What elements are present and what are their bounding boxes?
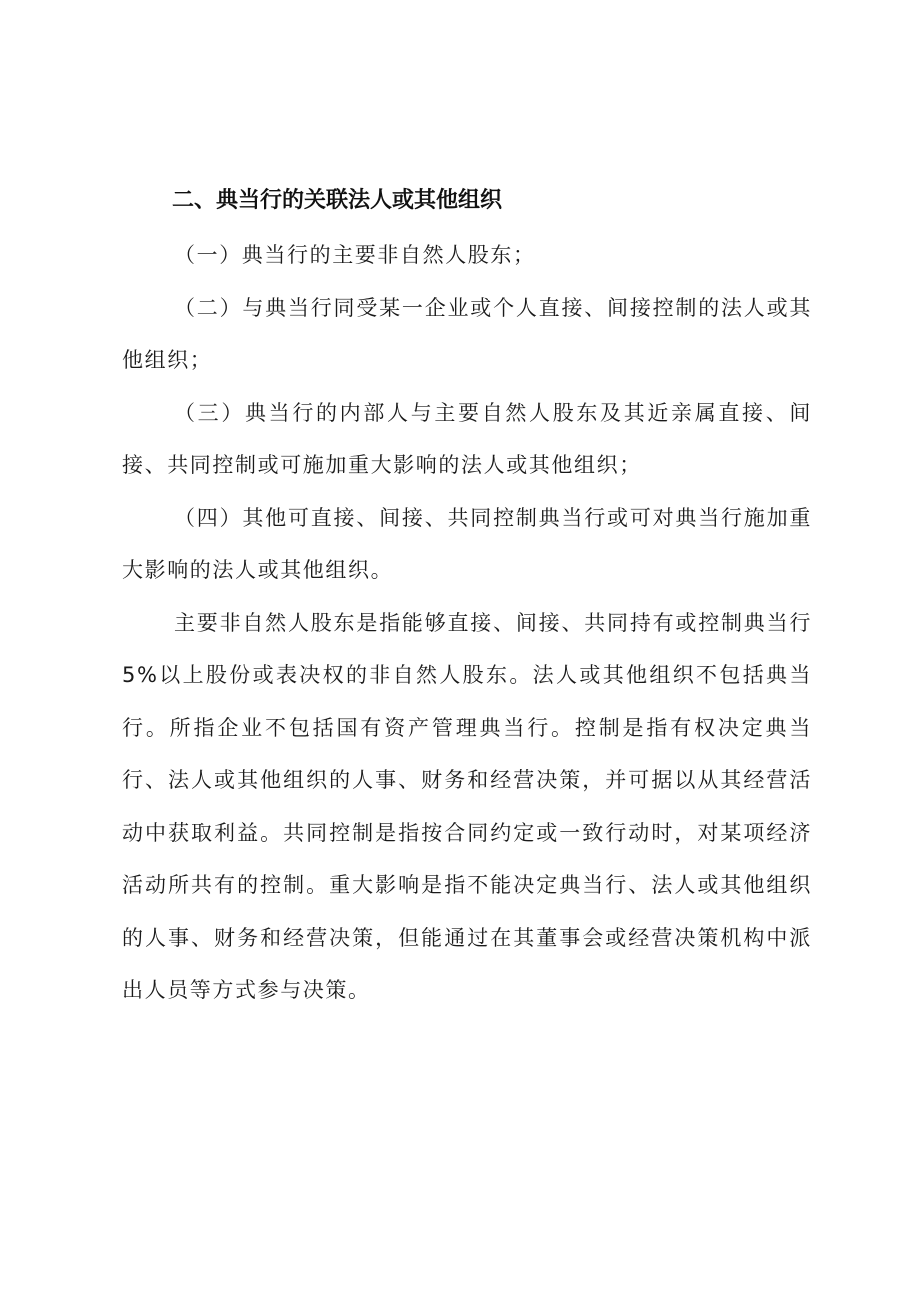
paragraph-item-2: （二）与典当行同受某一企业或个人直接、间接控制的法人或其他组织； bbox=[122, 295, 812, 372]
paragraph-item-1: （一）典当行的主要非自然人股东； bbox=[174, 243, 536, 267]
document-body bbox=[122, 229, 812, 1017]
paragraph-definitions: 主要非自然人股东是指能够直接、间接、共同持有或控制典当行5%以上股份或表决权的非自然人股东。法人或其他组织不包括典当行。所指企业不包括国有资产管理典当行。控制是指有权决定典当行、法人或其他组织的人事、财务和经营决策，并可据以从其经营活动中获取利益。共同控制是指按合同约定或一致行动时，对某项经济活动所共有的控制。重大影响是指不能决定典当行、法人或其他组织的人事、财务和经营决策，但能通过在其董事会或经营决策机构中派出人员等方式参与决策。 bbox=[122, 610, 812, 1002]
section-heading: 二、典当行的关联法人或其他组织 bbox=[172, 188, 503, 213]
paragraph-item-3: （三）典当行的内部人与主要自然人股东及其近亲属直接、间接、共同控制或可施加重大影响的法人或其他组织； bbox=[122, 400, 812, 477]
paragraph-item-4: （四）其他可直接、间接、共同控制典当行或可对典当行施加重大影响的法人或其他组织。 bbox=[122, 505, 812, 582]
